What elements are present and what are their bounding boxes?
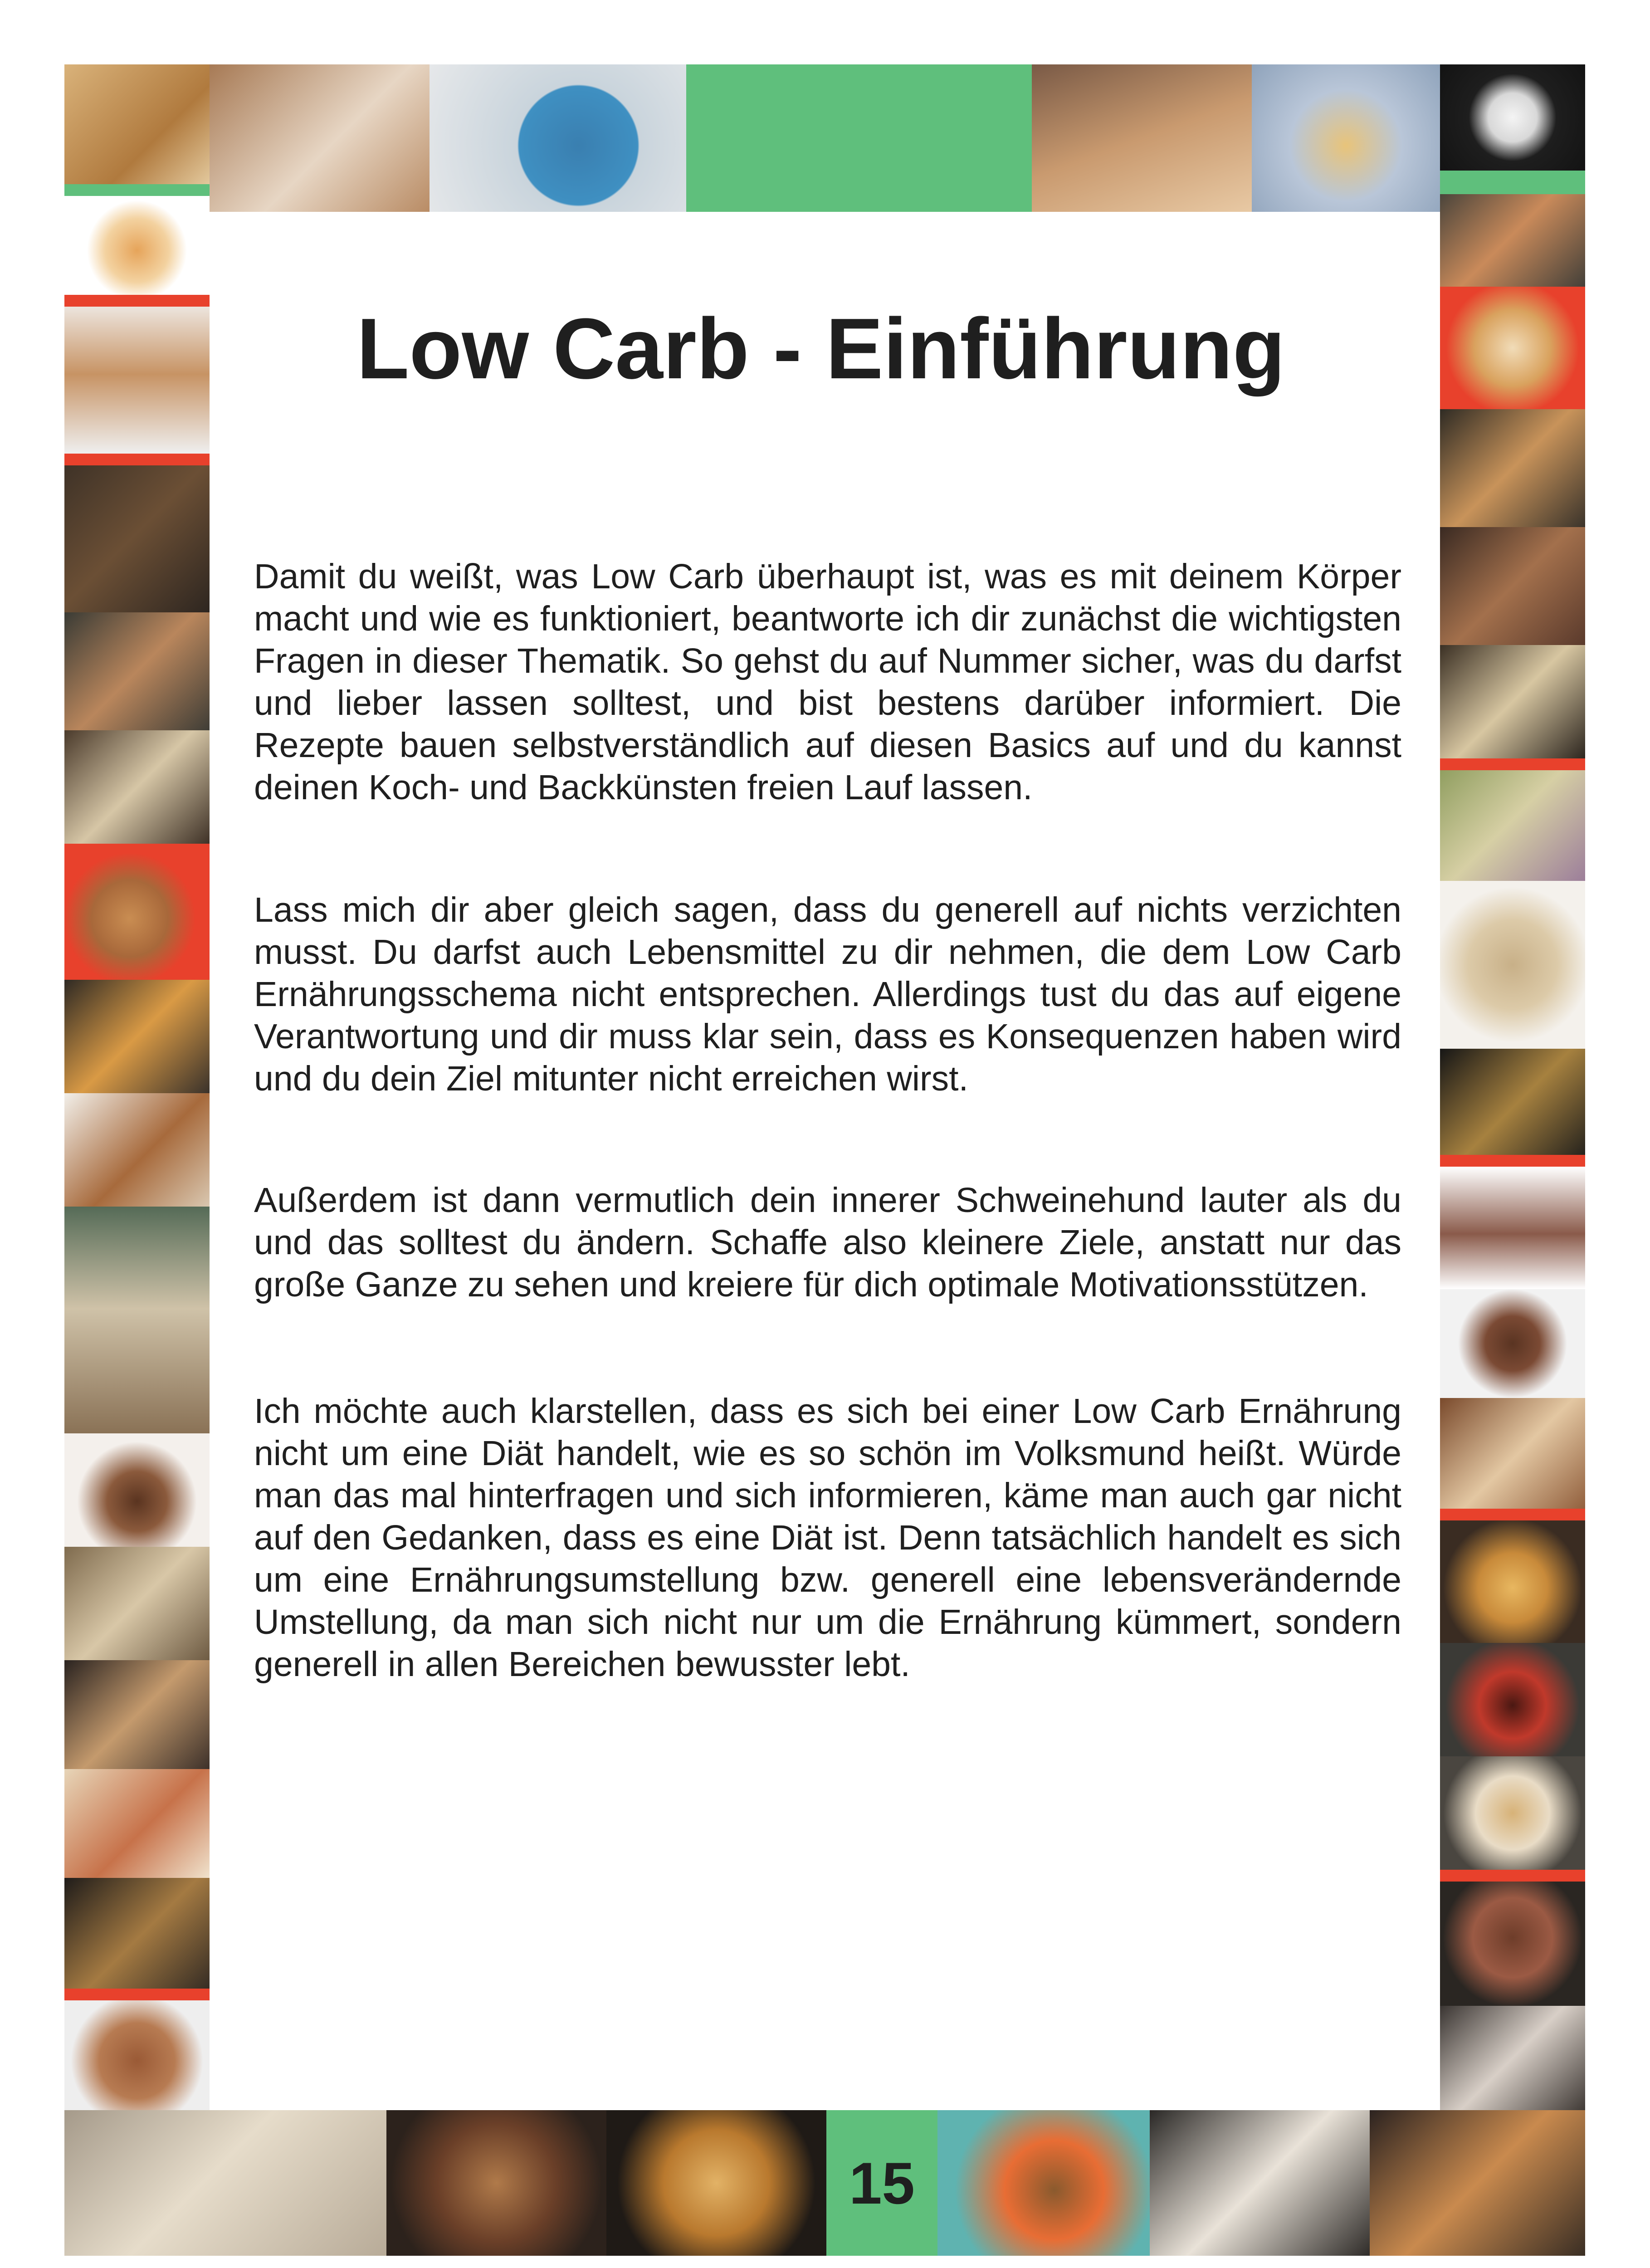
photo-gingerbread-man [1032, 64, 1252, 212]
photo-nut-cookies-plate [1440, 1756, 1585, 1870]
photo-chocolate-pieces [1440, 1167, 1585, 1289]
photo-dough-hands [64, 1547, 210, 1660]
photo-snowball-cookies [1440, 64, 1585, 182]
photo-muffins [386, 2110, 606, 2256]
photo-mulled-wine [1440, 1643, 1585, 1756]
photo-coconut-macaroon [1440, 287, 1585, 409]
paragraph-intro: Damit du weißt, was Low Carb überhaupt ist, was es mit deinem Körper macht und wie es funktioniert, beantworte ich dir zunächst die wichtigsten Fragen in dieser Thematik. So gehst du auf Nummer sicher, was du darfst und lieber lassen solltest, und bist bestens darüber informiert. Die Rezepte bauen selbstverständlich auf diesen Basics auf und du kannst deinen Koch- und Backkünsten freien Lauf lassen. [254, 557, 1401, 807]
photo-cookie-tree [64, 295, 210, 454]
photo-vanilla-crescents [210, 64, 430, 212]
photo-coffee-cookie [1440, 182, 1585, 287]
photo-gingerbread-cookies [64, 64, 210, 196]
photo-cinnamon-roll [64, 2000, 210, 2110]
photo-matcha-cookies [1440, 758, 1585, 881]
page-number: 15 [849, 2150, 915, 2216]
photo-donut [64, 196, 210, 305]
photo-cinnamon-star-tray [1440, 645, 1585, 758]
photo-chocolate-crinkle-bowl [1440, 1870, 1585, 2006]
photo-cookie-plate-blue [430, 64, 686, 212]
photo-iced-gingerbread [1440, 1398, 1585, 1520]
photo-chocolate-chip-cookies [64, 844, 210, 980]
photo-crinkle-cookies [1440, 2006, 1585, 2110]
page-title: Low Carb - Einführung [356, 301, 1285, 397]
photo-cinnamon-stars [64, 1093, 210, 1207]
photo-apple-cake [1440, 1520, 1585, 1643]
photo-almonds-bag [64, 1769, 210, 1878]
photo-star-cookie-stack [64, 1660, 210, 1769]
photo-festive-cookies-dark [1440, 1049, 1585, 1167]
paragraph-motivation: Außerdem ist dann vermutlich dein innerer Schweinehund lauter als du und das solltest du ändern. Schaffe also kleinere Ziele, anstatt nur das große Ganze zu sehen und kreiere für dich optimale Motivationsstützen. [254, 1181, 1401, 1304]
photo-brownie-plate [1440, 1289, 1585, 1398]
photo-nut-bars [64, 1878, 210, 2000]
photo-gingerbread-star-branches [1370, 2110, 1585, 2256]
photo-vanilla-crescents-dark [1150, 2110, 1370, 2256]
photo-hot-chocolate [64, 612, 210, 730]
photo-snowman-cookies [64, 1207, 210, 1433]
photo-oat-cookies-chocolate [1440, 881, 1585, 1049]
page-number-box [826, 2110, 937, 2256]
photo-oat-cookies-orange-plate [937, 2110, 1150, 2256]
paragraph-not-a-diet: Ich möchte auch klarstellen, dass es sich bei einer Low Carb Ernährung nicht um eine Diät handelt, wie es so schön im Volksmund heißt. Würde man das mal hinterfragen und sich informieren, käme man auch gar nicht auf den Gedanken, dass es eine Diät ist. Denn tatsächlich handelt es sich um eine Ernährungsumstellung bzw. generell eine lebensverändernde Umstellung, da man sich nicht nur um die Ernährung kümmert, sondern generell in allen Bereichen bewusster lebt. [254, 1392, 1401, 1684]
photo-snowflake-cookies [64, 730, 210, 844]
photo-cocoa-cookies [1440, 527, 1585, 645]
photo-linzer-cookies [64, 454, 210, 612]
photo-orange-cookies [64, 980, 210, 1093]
photo-bread-slices [64, 2110, 386, 2256]
photo-brownie-strawberries [64, 1433, 210, 1547]
photo-star-cookies-plate [1252, 64, 1440, 212]
photo-almond-tart [606, 2110, 826, 2256]
photo-star-linzer-cookies [1440, 409, 1585, 527]
paragraph-no-restriction: Lass mich dir aber gleich sagen, dass du generell auf nichts verzichten musst. Du darfst auch Lebensmittel zu dir nehmen, die dem Low Carb Ernährungsschema nicht entsprechen. Allerdings tust du das auf eigene Verantwortung und dir muss klar sein, dass es Konsequenzen haben wird und du dein Ziel mitunter nicht erreichen wirst. [254, 890, 1401, 1098]
photo-cartoon-chefs [686, 64, 1032, 212]
